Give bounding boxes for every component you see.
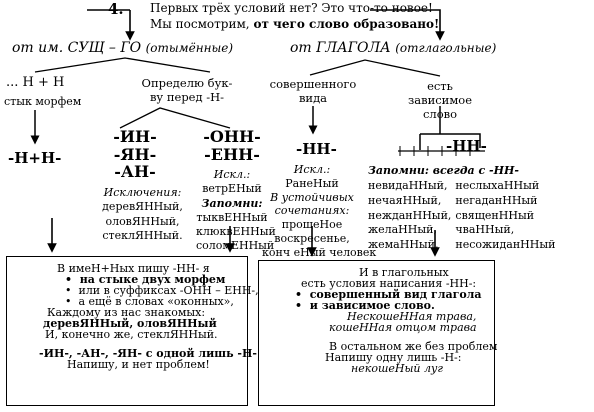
rule-line-text: совершенный вид глагола bbox=[309, 288, 482, 301]
left-excl-title: Искл.: bbox=[213, 168, 251, 181]
rule-line-text: и зависимое слово. bbox=[309, 299, 435, 312]
suffixes-onn-enn bbox=[196, 128, 268, 163]
rule-line: • совершенный вид глагола bbox=[295, 288, 482, 301]
left-remember-title: Запомни: bbox=[201, 196, 263, 210]
rule-line: В остальном же без проблем bbox=[329, 340, 498, 353]
suffix-enn: -ЕНН- bbox=[204, 144, 260, 164]
rule-line: • или в суффиксах -ОНН – ЕНН-, bbox=[65, 284, 259, 297]
remember-word: нежданННый, bbox=[368, 208, 452, 222]
rule-line: • и зависимое слово. bbox=[295, 299, 435, 312]
remember-word: жемаННый, bbox=[368, 238, 439, 252]
exception-item: стеклЯННый. bbox=[102, 228, 183, 242]
exceptions-block bbox=[100, 186, 185, 243]
right-heading-paren: (отглагольные) bbox=[395, 41, 497, 55]
deverbal-rule-text bbox=[259, 266, 498, 375]
denominal-rule-text bbox=[7, 262, 259, 371]
remember-item: клюквЕННый bbox=[196, 225, 276, 239]
remember-word: неслыхаННый bbox=[455, 178, 540, 192]
header-line-2-pre: Мы посмотрим, bbox=[150, 17, 254, 31]
left-heading-text: от им. СУЩ – ГО bbox=[12, 40, 146, 56]
remember-word: невидаННый, bbox=[368, 178, 448, 192]
suffix-onn: -ОНН- bbox=[203, 127, 261, 146]
rule-line: В имеН+Ных пишу -НН- я bbox=[57, 262, 210, 275]
remember-word: желаННый, bbox=[368, 223, 437, 237]
stem-junction-result: -Н+Н- bbox=[8, 149, 62, 167]
rule-line: И, конечно же, стеклЯННый. bbox=[45, 328, 218, 341]
rule-line: НескошеННая трава, bbox=[347, 310, 477, 323]
deverbal-rule-box bbox=[258, 260, 498, 406]
remember-col-1 bbox=[368, 179, 451, 253]
stable-phrase: воскресенье, bbox=[274, 231, 350, 245]
rule-line: некошеНый луг bbox=[351, 362, 443, 375]
remember-col-2 bbox=[455, 179, 555, 253]
right-excl-word: РанеНый bbox=[285, 176, 339, 190]
suffix-in: -ИН- bbox=[113, 127, 157, 146]
suffix-yan: -ЯН- bbox=[113, 144, 157, 164]
rule-line-text: на стыке двух морфем bbox=[79, 273, 226, 286]
perfect-aspect-result: -НН- bbox=[296, 140, 337, 158]
perfect-aspect-label: совершенного вида bbox=[269, 77, 357, 105]
rule-line: Напишу, и нет проблем! bbox=[67, 358, 210, 371]
left-excl-block bbox=[196, 168, 276, 254]
rule-line-text: или в суффиксах -ОНН – ЕНН-, bbox=[78, 284, 259, 297]
header-line-2 bbox=[150, 18, 439, 30]
stem-junction-label: стык морфем bbox=[4, 95, 82, 108]
exception-item: оловЯННый, bbox=[105, 214, 180, 228]
left-excl-word: ветрЕНый bbox=[202, 182, 262, 196]
dependent-word-result: -НН- bbox=[446, 137, 487, 155]
right-excl-block bbox=[262, 163, 377, 259]
rule-line: • а ещё в словах «оконных», bbox=[65, 295, 234, 308]
exception-item: деревЯННый, bbox=[102, 200, 183, 214]
right-remember-title: Запомни: всегда с -НН- bbox=[368, 164, 519, 177]
remember-word: несожиданННый bbox=[455, 238, 556, 252]
exceptions-title: Исключения: bbox=[103, 186, 182, 199]
left-heading bbox=[12, 41, 233, 55]
rule-line: кошеННая отцом трава bbox=[329, 321, 477, 334]
right-excl-title: Искл.: bbox=[293, 163, 331, 176]
suffix-an: -АН- bbox=[114, 162, 156, 182]
header-line-2-bold: от чего слово образовано! bbox=[253, 17, 440, 31]
rule-line: Каждому из нас знакомых: bbox=[47, 306, 206, 319]
stable-phrase: конч еНый человек bbox=[262, 245, 377, 259]
section-number: 4. bbox=[108, 0, 124, 18]
rule-line: -ИН-, -АН-, -ЯН- с одной лишь -Н- bbox=[39, 347, 257, 360]
rule-line: деревЯННый, оловЯННый bbox=[43, 317, 217, 330]
remember-item: соломЕННый bbox=[196, 239, 275, 253]
right-heading-text: от ГЛАГОЛА bbox=[290, 40, 396, 56]
remember-word: чваННый, bbox=[455, 223, 515, 237]
rule-line: есть условия написания -НН-: bbox=[301, 277, 477, 290]
right-heading bbox=[290, 41, 496, 55]
rule-line: И в глагольных bbox=[359, 266, 449, 279]
rule-line: • на стыке двух морфем bbox=[65, 273, 226, 286]
rule-line-text: а ещё в словах «оконных», bbox=[78, 295, 234, 308]
right-remember-block bbox=[368, 164, 555, 253]
stable-phrases-title: В устойчивых сочетаниях: bbox=[270, 190, 354, 218]
remember-item: тыквЕННый bbox=[196, 210, 268, 224]
remember-word: священННый bbox=[455, 208, 535, 222]
remember-word: негаданННый bbox=[455, 193, 538, 207]
remember-word: нечаяННый, bbox=[368, 193, 442, 207]
left-heading-paren: (отымённые) bbox=[145, 41, 234, 55]
rule-line: Напишу одну лишь -Н-: bbox=[325, 351, 462, 364]
stem-junction-node: ... Н + Н bbox=[6, 75, 65, 90]
dependent-word-label: есть зависимое слово bbox=[407, 79, 473, 121]
stable-phrase: прощеНое bbox=[281, 218, 343, 231]
letter-before-n-label: Определю бук- ву перед -Н- bbox=[141, 76, 233, 105]
header-line-1: Первых трёх условий нет? Это что-то новое! bbox=[150, 1, 433, 15]
denominal-rule-box bbox=[6, 256, 259, 406]
suffixes-in-yan-an bbox=[105, 128, 165, 181]
